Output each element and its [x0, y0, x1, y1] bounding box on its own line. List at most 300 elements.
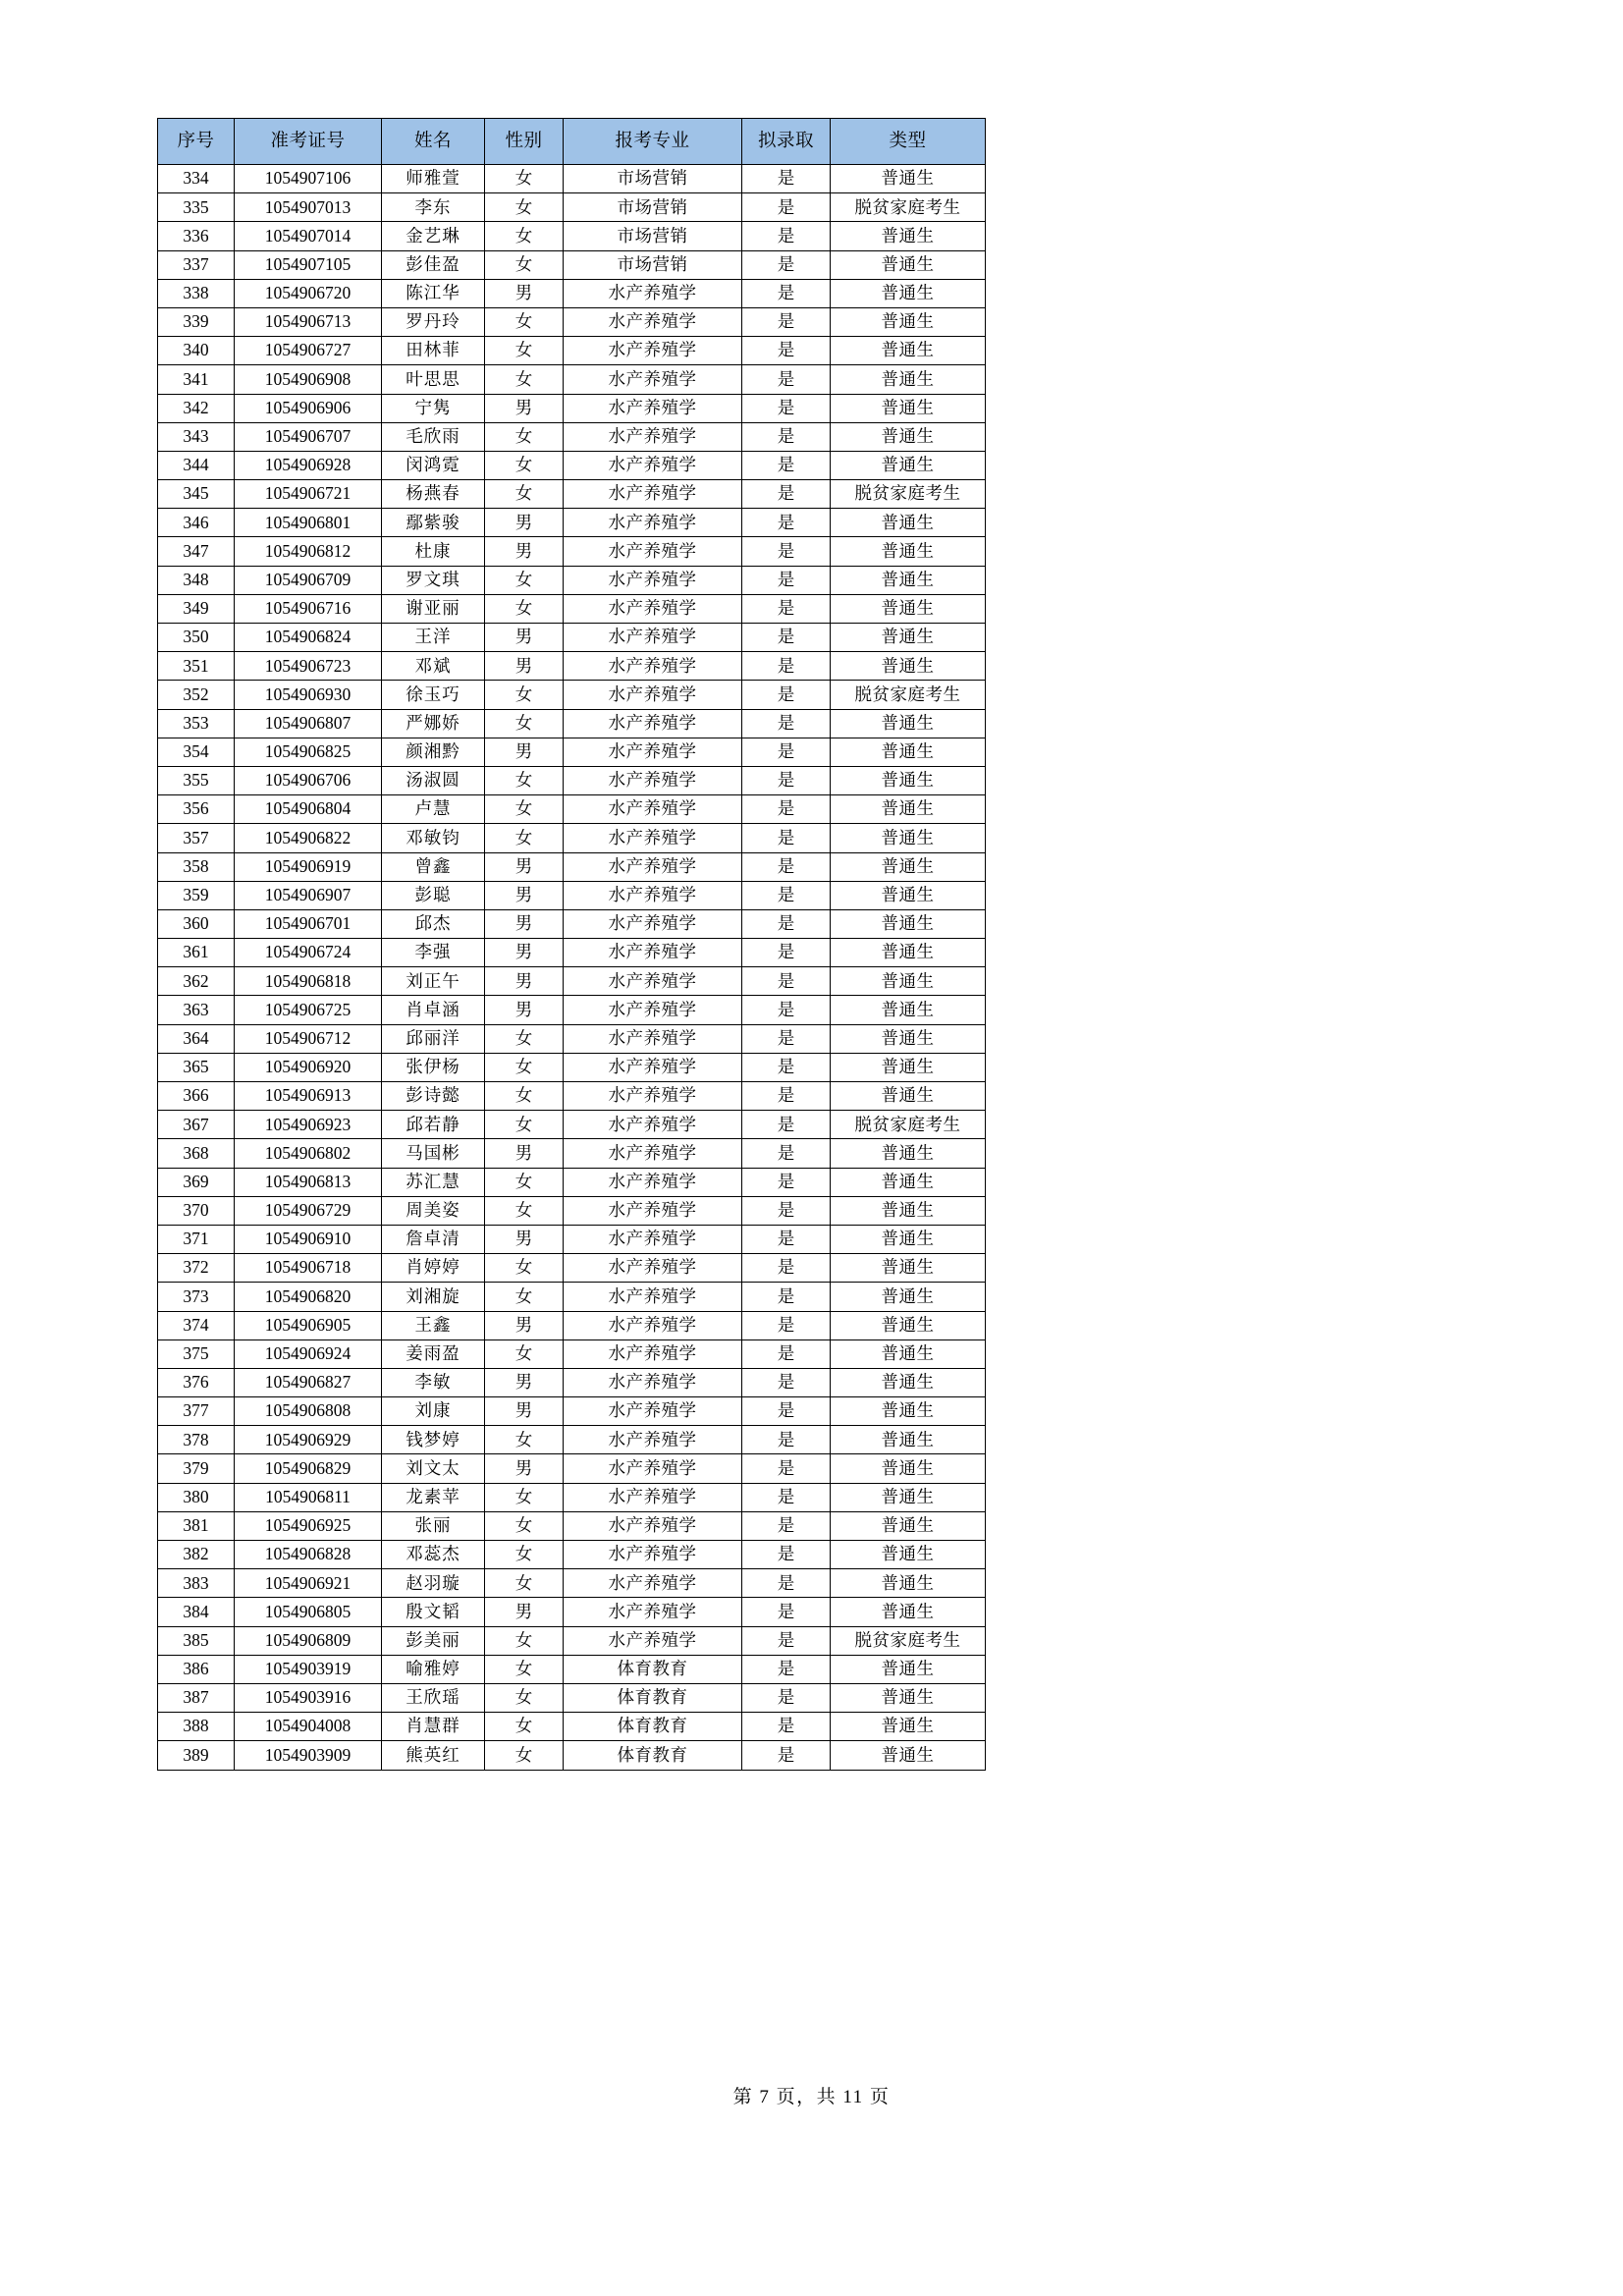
table-row: [158, 1626, 986, 1655]
cell-type: 普通生: [831, 1741, 986, 1770]
cell-admission-number: 1054903919: [235, 1655, 382, 1683]
cell-name: 金艺琳: [382, 222, 485, 250]
cell-gender: 男: [485, 394, 564, 422]
cell-gender: 男: [485, 509, 564, 537]
cell-admitted: 是: [742, 709, 831, 738]
cell-admitted: 是: [742, 1311, 831, 1339]
cell-admission-number: 1054906910: [235, 1225, 382, 1253]
cell-seq: 368: [158, 1139, 235, 1168]
cell-admission-number: 1054906824: [235, 624, 382, 652]
cell-gender: 女: [485, 1626, 564, 1655]
cell-type: 脱贫家庭考生: [831, 681, 986, 709]
cell-type: 普通生: [831, 909, 986, 938]
table-row: [158, 1454, 986, 1483]
table-row: [158, 1196, 986, 1225]
cell-major: 市场营销: [564, 222, 742, 250]
cell-major: 水产养殖学: [564, 1454, 742, 1483]
cell-admission-number: 1054906725: [235, 996, 382, 1024]
cell-admission-number: 1054906713: [235, 307, 382, 336]
cell-gender: 男: [485, 939, 564, 967]
cell-type: 普通生: [831, 624, 986, 652]
cell-admitted: 是: [742, 594, 831, 623]
table-row: [158, 250, 986, 279]
cell-name: 王欣瑶: [382, 1683, 485, 1712]
cell-gender: 男: [485, 1311, 564, 1339]
cell-name: 杨燕春: [382, 480, 485, 509]
cell-gender: 女: [485, 681, 564, 709]
cell-major: 水产养殖学: [564, 566, 742, 594]
cell-type: 普通生: [831, 1541, 986, 1569]
cell-gender: 男: [485, 1454, 564, 1483]
cell-type: 普通生: [831, 996, 986, 1024]
cell-name: 彭美丽: [382, 1626, 485, 1655]
cell-gender: 女: [485, 1339, 564, 1368]
admission-roster-table: [157, 118, 986, 1771]
table-body: [158, 165, 986, 1771]
cell-major: 水产养殖学: [564, 624, 742, 652]
cell-name: 刘文太: [382, 1454, 485, 1483]
cell-gender: 女: [485, 1741, 564, 1770]
cell-major: 水产养殖学: [564, 1368, 742, 1396]
cell-gender: 女: [485, 566, 564, 594]
cell-major: 水产养殖学: [564, 1168, 742, 1196]
cell-admission-number: 1054906804: [235, 795, 382, 824]
cell-admitted: 是: [742, 738, 831, 766]
cell-admission-number: 1054903916: [235, 1683, 382, 1712]
cell-admitted: 是: [742, 1713, 831, 1741]
cell-name: 彭佳盈: [382, 250, 485, 279]
cell-gender: 女: [485, 594, 564, 623]
cell-gender: 男: [485, 1225, 564, 1253]
cell-major: 水产养殖学: [564, 881, 742, 909]
column-header-admitted: 拟录取: [742, 119, 831, 165]
cell-seq: 358: [158, 852, 235, 881]
cell-major: 水产养殖学: [564, 1225, 742, 1253]
cell-gender: 男: [485, 738, 564, 766]
cell-name: 邱丽洋: [382, 1024, 485, 1053]
cell-name: 颜湘黔: [382, 738, 485, 766]
table-row: [158, 165, 986, 193]
cell-major: 水产养殖学: [564, 652, 742, 681]
cell-admitted: 是: [742, 307, 831, 336]
cell-seq: 378: [158, 1426, 235, 1454]
cell-type: 脱贫家庭考生: [831, 1111, 986, 1139]
cell-name: 姜雨盈: [382, 1339, 485, 1368]
table-row: [158, 1483, 986, 1511]
cell-admission-number: 1054906718: [235, 1254, 382, 1283]
cell-admission-number: 1054907013: [235, 193, 382, 222]
cell-seq: 376: [158, 1368, 235, 1396]
table-row: [158, 1569, 986, 1598]
cell-major: 水产养殖学: [564, 1111, 742, 1139]
table-row: [158, 537, 986, 566]
cell-type: 普通生: [831, 451, 986, 479]
cell-major: 水产养殖学: [564, 1283, 742, 1311]
cell-admission-number: 1054904008: [235, 1713, 382, 1741]
cell-name: 邓斌: [382, 652, 485, 681]
cell-major: 水产养殖学: [564, 1311, 742, 1339]
cell-admitted: 是: [742, 1397, 831, 1426]
table-row: [158, 1053, 986, 1081]
cell-gender: 男: [485, 537, 564, 566]
cell-seq: 361: [158, 939, 235, 967]
cell-major: 水产养殖学: [564, 1254, 742, 1283]
cell-admitted: 是: [742, 1024, 831, 1053]
cell-major: 水产养殖学: [564, 279, 742, 307]
cell-admitted: 是: [742, 451, 831, 479]
cell-name: 龙素苹: [382, 1483, 485, 1511]
cell-name: 彭聪: [382, 881, 485, 909]
cell-seq: 335: [158, 193, 235, 222]
cell-admitted: 是: [742, 1454, 831, 1483]
cell-major: 水产养殖学: [564, 909, 742, 938]
cell-gender: 男: [485, 1368, 564, 1396]
cell-admitted: 是: [742, 1683, 831, 1712]
cell-admission-number: 1054906822: [235, 824, 382, 852]
cell-name: 刘正午: [382, 967, 485, 996]
cell-admitted: 是: [742, 1196, 831, 1225]
cell-seq: 354: [158, 738, 235, 766]
cell-type: 普通生: [831, 1082, 986, 1111]
cell-major: 水产养殖学: [564, 795, 742, 824]
cell-gender: 女: [485, 337, 564, 365]
cell-seq: 346: [158, 509, 235, 537]
table-row: [158, 909, 986, 938]
cell-admission-number: 1054906818: [235, 967, 382, 996]
cell-name: 卢慧: [382, 795, 485, 824]
cell-admission-number: 1054906723: [235, 652, 382, 681]
cell-seq: 356: [158, 795, 235, 824]
table-row: [158, 1683, 986, 1712]
cell-admitted: 是: [742, 1598, 831, 1626]
cell-seq: 345: [158, 480, 235, 509]
cell-gender: 女: [485, 1483, 564, 1511]
cell-seq: 352: [158, 681, 235, 709]
cell-gender: 女: [485, 1168, 564, 1196]
cell-seq: 377: [158, 1397, 235, 1426]
cell-type: 普通生: [831, 1454, 986, 1483]
table-row: [158, 967, 986, 996]
cell-admitted: 是: [742, 509, 831, 537]
cell-admission-number: 1054906809: [235, 1626, 382, 1655]
cell-type: 脱贫家庭考生: [831, 1626, 986, 1655]
cell-name: 詹卓清: [382, 1225, 485, 1253]
cell-seq: 384: [158, 1598, 235, 1626]
cell-seq: 339: [158, 307, 235, 336]
cell-seq: 379: [158, 1454, 235, 1483]
table-row: [158, 824, 986, 852]
table-row: [158, 1339, 986, 1368]
cell-gender: 女: [485, 1283, 564, 1311]
cell-seq: 386: [158, 1655, 235, 1683]
cell-major: 水产养殖学: [564, 337, 742, 365]
cell-seq: 383: [158, 1569, 235, 1598]
cell-name: 叶思思: [382, 365, 485, 394]
table-row: [158, 222, 986, 250]
table-row: [158, 509, 986, 537]
cell-gender: 男: [485, 996, 564, 1024]
cell-type: 普通生: [831, 795, 986, 824]
cell-name: 钱梦婷: [382, 1426, 485, 1454]
admission-roster-table-container: [157, 118, 961, 1771]
cell-major: 水产养殖学: [564, 307, 742, 336]
table-row: [158, 681, 986, 709]
cell-major: 水产养殖学: [564, 594, 742, 623]
cell-type: 普通生: [831, 1225, 986, 1253]
table-row: [158, 795, 986, 824]
cell-gender: 女: [485, 451, 564, 479]
cell-seq: 371: [158, 1225, 235, 1253]
cell-gender: 女: [485, 422, 564, 451]
cell-admission-number: 1054906706: [235, 766, 382, 794]
cell-seq: 380: [158, 1483, 235, 1511]
table-row: [158, 1024, 986, 1053]
cell-type: 普通生: [831, 250, 986, 279]
cell-major: 水产养殖学: [564, 1339, 742, 1368]
cell-name: 王鑫: [382, 1311, 485, 1339]
cell-major: 水产养殖学: [564, 766, 742, 794]
table-row: [158, 1168, 986, 1196]
cell-major: 水产养殖学: [564, 1053, 742, 1081]
cell-major: 水产养殖学: [564, 709, 742, 738]
cell-type: 普通生: [831, 1569, 986, 1598]
cell-type: 普通生: [831, 1283, 986, 1311]
cell-admitted: 是: [742, 394, 831, 422]
table-header: [158, 119, 986, 165]
cell-seq: 336: [158, 222, 235, 250]
table-row: [158, 1598, 986, 1626]
cell-admission-number: 1054906929: [235, 1426, 382, 1454]
cell-gender: 女: [485, 1196, 564, 1225]
cell-seq: 375: [158, 1339, 235, 1368]
cell-gender: 女: [485, 1082, 564, 1111]
cell-admission-number: 1054906813: [235, 1168, 382, 1196]
cell-name: 邓蕊杰: [382, 1541, 485, 1569]
cell-seq: 343: [158, 422, 235, 451]
cell-major: 水产养殖学: [564, 1483, 742, 1511]
cell-seq: 351: [158, 652, 235, 681]
cell-name: 周美姿: [382, 1196, 485, 1225]
cell-major: 水产养殖学: [564, 1139, 742, 1168]
cell-seq: 357: [158, 824, 235, 852]
cell-admission-number: 1054906906: [235, 394, 382, 422]
cell-admitted: 是: [742, 1483, 831, 1511]
cell-seq: 355: [158, 766, 235, 794]
cell-admission-number: 1054906820: [235, 1283, 382, 1311]
cell-major: 水产养殖学: [564, 422, 742, 451]
cell-gender: 女: [485, 1426, 564, 1454]
cell-name: 马国彬: [382, 1139, 485, 1168]
cell-gender: 女: [485, 766, 564, 794]
cell-major: 水产养殖学: [564, 939, 742, 967]
cell-seq: 373: [158, 1283, 235, 1311]
cell-gender: 男: [485, 881, 564, 909]
cell-major: 水产养殖学: [564, 1082, 742, 1111]
cell-admitted: 是: [742, 1139, 831, 1168]
cell-major: 水产养殖学: [564, 1569, 742, 1598]
cell-major: 水产养殖学: [564, 394, 742, 422]
cell-name: 鄢紫骏: [382, 509, 485, 537]
cell-seq: 337: [158, 250, 235, 279]
cell-type: 普通生: [831, 1168, 986, 1196]
cell-admitted: 是: [742, 967, 831, 996]
cell-gender: 女: [485, 1683, 564, 1712]
cell-seq: 347: [158, 537, 235, 566]
cell-gender: 女: [485, 709, 564, 738]
cell-type: 普通生: [831, 394, 986, 422]
cell-admission-number: 1054906805: [235, 1598, 382, 1626]
table-row: [158, 394, 986, 422]
table-row: [158, 1111, 986, 1139]
cell-name: 邓敏钧: [382, 824, 485, 852]
cell-seq: 382: [158, 1541, 235, 1569]
cell-type: 脱贫家庭考生: [831, 193, 986, 222]
cell-gender: 女: [485, 824, 564, 852]
cell-type: 普通生: [831, 652, 986, 681]
table-row: [158, 1713, 986, 1741]
cell-type: 普通生: [831, 509, 986, 537]
cell-major: 水产养殖学: [564, 1541, 742, 1569]
cell-seq: 340: [158, 337, 235, 365]
cell-admitted: 是: [742, 652, 831, 681]
cell-name: 苏汇慧: [382, 1168, 485, 1196]
cell-admitted: 是: [742, 337, 831, 365]
cell-name: 刘湘旋: [382, 1283, 485, 1311]
table-row: [158, 881, 986, 909]
cell-admission-number: 1054906919: [235, 852, 382, 881]
table-row: [158, 996, 986, 1024]
cell-gender: 女: [485, 480, 564, 509]
cell-name: 李强: [382, 939, 485, 967]
table-row: [158, 1541, 986, 1569]
cell-admitted: 是: [742, 624, 831, 652]
cell-seq: 348: [158, 566, 235, 594]
cell-admission-number: 1054903909: [235, 1741, 382, 1770]
cell-admission-number: 1054906907: [235, 881, 382, 909]
page-footer: 第 7 页，共 11 页: [732, 2087, 891, 2107]
cell-admission-number: 1054906923: [235, 1111, 382, 1139]
cell-seq: 350: [158, 624, 235, 652]
cell-type: 普通生: [831, 1397, 986, 1426]
cell-seq: 389: [158, 1741, 235, 1770]
cell-gender: 女: [485, 307, 564, 336]
cell-seq: 362: [158, 967, 235, 996]
cell-gender: 男: [485, 852, 564, 881]
cell-name: 喻雅婷: [382, 1655, 485, 1683]
cell-admission-number: 1054906928: [235, 451, 382, 479]
cell-admitted: 是: [742, 1111, 831, 1139]
table-row: [158, 1311, 986, 1339]
cell-admitted: 是: [742, 939, 831, 967]
cell-admitted: 是: [742, 279, 831, 307]
cell-type: 普通生: [831, 967, 986, 996]
cell-admitted: 是: [742, 1741, 831, 1770]
cell-seq: 385: [158, 1626, 235, 1655]
table-row: [158, 939, 986, 967]
cell-admission-number: 1054906807: [235, 709, 382, 738]
cell-type: 普通生: [831, 307, 986, 336]
table-row: [158, 1254, 986, 1283]
cell-type: 普通生: [831, 766, 986, 794]
cell-major: 水产养殖学: [564, 996, 742, 1024]
cell-type: 普通生: [831, 939, 986, 967]
cell-admitted: 是: [742, 1254, 831, 1283]
column-header-major: 报考专业: [564, 119, 742, 165]
cell-name: 邱若静: [382, 1111, 485, 1139]
cell-admitted: 是: [742, 250, 831, 279]
cell-seq: 365: [158, 1053, 235, 1081]
cell-admission-number: 1054906727: [235, 337, 382, 365]
cell-major: 体育教育: [564, 1683, 742, 1712]
cell-major: 体育教育: [564, 1741, 742, 1770]
cell-name: 陈江华: [382, 279, 485, 307]
cell-seq: 370: [158, 1196, 235, 1225]
cell-type: 普通生: [831, 881, 986, 909]
cell-major: 水产养殖学: [564, 451, 742, 479]
cell-type: 普通生: [831, 1683, 986, 1712]
cell-admission-number: 1054906925: [235, 1511, 382, 1540]
table-row: [158, 1368, 986, 1396]
cell-name: 杜康: [382, 537, 485, 566]
cell-seq: 367: [158, 1111, 235, 1139]
cell-type: 普通生: [831, 594, 986, 623]
cell-admission-number: 1054906707: [235, 422, 382, 451]
cell-admitted: 是: [742, 1283, 831, 1311]
cell-name: 宁隽: [382, 394, 485, 422]
cell-seq: 359: [158, 881, 235, 909]
cell-seq: 360: [158, 909, 235, 938]
cell-admission-number: 1054907106: [235, 165, 382, 193]
cell-name: 李东: [382, 193, 485, 222]
cell-gender: 女: [485, 1713, 564, 1741]
cell-admission-number: 1054906701: [235, 909, 382, 938]
cell-type: 普通生: [831, 537, 986, 566]
cell-type: 普通生: [831, 1024, 986, 1053]
cell-seq: 341: [158, 365, 235, 394]
table-row: [158, 422, 986, 451]
column-header-admission-number: 准考证号: [235, 119, 382, 165]
cell-major: 水产养殖学: [564, 967, 742, 996]
cell-major: 水产养殖学: [564, 824, 742, 852]
cell-type: 普通生: [831, 1311, 986, 1339]
cell-seq: 369: [158, 1168, 235, 1196]
cell-admitted: 是: [742, 1368, 831, 1396]
cell-type: 普通生: [831, 1339, 986, 1368]
table-row: [158, 1426, 986, 1454]
cell-major: 水产养殖学: [564, 681, 742, 709]
cell-gender: 女: [485, 165, 564, 193]
cell-type: 普通生: [831, 709, 986, 738]
cell-name: 谢亚丽: [382, 594, 485, 623]
cell-major: 水产养殖学: [564, 852, 742, 881]
cell-name: 汤淑圆: [382, 766, 485, 794]
cell-name: 肖卓涵: [382, 996, 485, 1024]
cell-type: 普通生: [831, 165, 986, 193]
cell-name: 田林菲: [382, 337, 485, 365]
cell-type: 普通生: [831, 566, 986, 594]
cell-admitted: 是: [742, 1626, 831, 1655]
cell-major: 体育教育: [564, 1655, 742, 1683]
cell-type: 普通生: [831, 1196, 986, 1225]
cell-name: 熊英红: [382, 1741, 485, 1770]
cell-admitted: 是: [742, 881, 831, 909]
cell-admitted: 是: [742, 1655, 831, 1683]
cell-seq: 364: [158, 1024, 235, 1053]
cell-admission-number: 1054907105: [235, 250, 382, 279]
cell-type: 普通生: [831, 1713, 986, 1741]
column-header-type: 类型: [831, 119, 986, 165]
cell-type: 普通生: [831, 1426, 986, 1454]
